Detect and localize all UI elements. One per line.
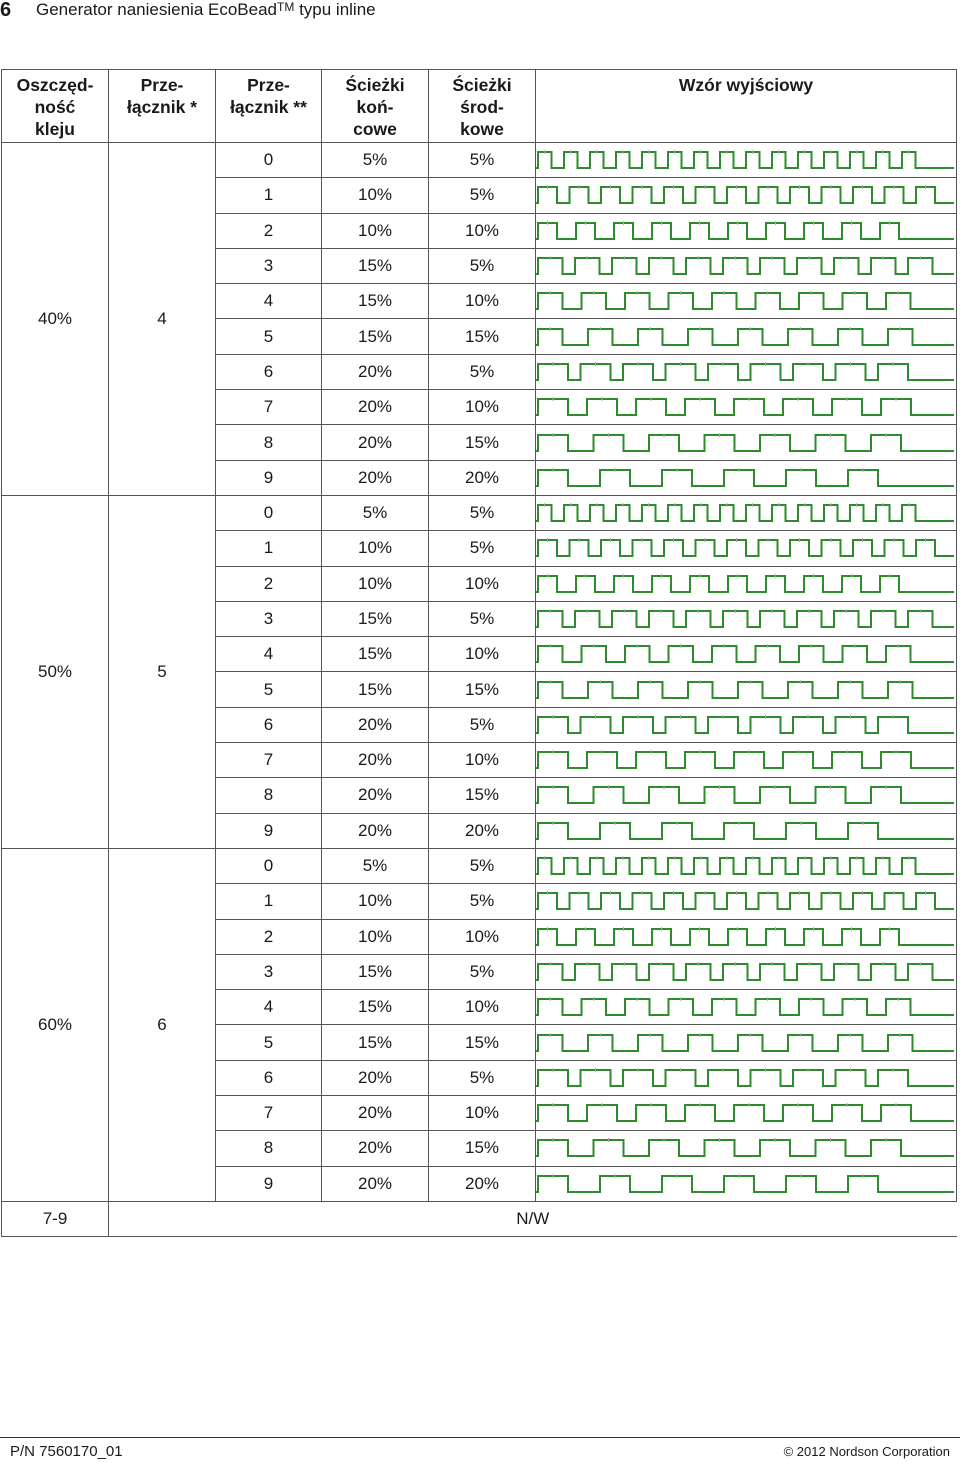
end-paths-cell: 10%	[322, 919, 429, 954]
middle-paths-cell: 5%	[429, 143, 536, 178]
pattern-cell	[536, 778, 957, 813]
output-waveform	[536, 814, 956, 848]
pattern-cell	[536, 284, 957, 319]
end-paths-cell: 5%	[322, 848, 429, 883]
trademark-mark: TM	[277, 0, 295, 14]
pattern-cell	[536, 813, 957, 848]
end-paths-cell: 15%	[322, 990, 429, 1025]
middle-paths-cell: 10%	[429, 743, 536, 778]
pattern-cell	[536, 495, 957, 530]
output-waveform	[536, 743, 956, 777]
middle-paths-cell: 5%	[429, 531, 536, 566]
pattern-cell	[536, 143, 957, 178]
output-waveform	[536, 602, 956, 636]
switch2-cell: 7	[216, 390, 322, 425]
middle-paths-cell: 10%	[429, 390, 536, 425]
middle-paths-cell: 10%	[429, 213, 536, 248]
output-waveform	[536, 990, 956, 1024]
middle-paths-cell: 10%	[429, 284, 536, 319]
pattern-cell	[536, 460, 957, 495]
middle-paths-cell: 5%	[429, 354, 536, 389]
pattern-cell	[536, 390, 957, 425]
end-paths-cell: 20%	[322, 1131, 429, 1166]
switch2-cell: 8	[216, 778, 322, 813]
output-waveform	[536, 214, 956, 248]
middle-paths-cell: 10%	[429, 566, 536, 601]
table-row	[2, 143, 957, 178]
part-number: P/N 7560170_01	[10, 1443, 123, 1460]
middle-paths-cell: 10%	[429, 919, 536, 954]
middle-paths-cell: 5%	[429, 954, 536, 989]
pattern-cell	[536, 531, 957, 566]
switch2-cell: 0	[216, 848, 322, 883]
end-paths-cell: 20%	[322, 460, 429, 495]
switch2-cell: 9	[216, 460, 322, 495]
switch2-cell: 8	[216, 425, 322, 460]
end-paths-cell: 10%	[322, 213, 429, 248]
output-waveform	[536, 1167, 956, 1201]
switch1-cell: 5	[109, 495, 216, 848]
output-waveform	[536, 284, 956, 318]
end-paths-cell: 20%	[322, 743, 429, 778]
glue-savings-cell: 40%	[2, 143, 109, 496]
end-paths-cell: 15%	[322, 672, 429, 707]
footer-divider	[0, 1437, 960, 1438]
middle-paths-cell: 5%	[429, 495, 536, 530]
middle-paths-cell: 5%	[429, 1060, 536, 1095]
switch2-cell: 6	[216, 354, 322, 389]
page-title	[36, 0, 376, 20]
output-waveform	[536, 496, 956, 530]
header-glue-savings: Oszczęd- ność kleju	[2, 70, 109, 143]
pattern-cell	[536, 1060, 957, 1095]
end-paths-cell: 20%	[322, 707, 429, 742]
end-paths-cell: 15%	[322, 319, 429, 354]
switch2-cell: 4	[216, 637, 322, 672]
pattern-cell	[536, 743, 957, 778]
end-paths-cell: 20%	[322, 1166, 429, 1201]
middle-paths-cell: 5%	[429, 848, 536, 883]
pattern-cell	[536, 637, 957, 672]
header-pattern: Wzór wyjściowy	[536, 70, 957, 143]
middle-paths-cell: 20%	[429, 460, 536, 495]
switch2-cell: 3	[216, 601, 322, 636]
pattern-table	[1, 69, 957, 1237]
middle-paths-cell: 15%	[429, 1131, 536, 1166]
end-paths-cell: 20%	[322, 1096, 429, 1131]
end-paths-cell: 15%	[322, 601, 429, 636]
end-paths-cell: 20%	[322, 425, 429, 460]
switch2-cell: 1	[216, 531, 322, 566]
pattern-cell	[536, 601, 957, 636]
end-paths-cell: 20%	[322, 1060, 429, 1095]
middle-paths-cell: 15%	[429, 319, 536, 354]
switch2-cell: 6	[216, 1060, 322, 1095]
glue-savings-cell: 50%	[2, 495, 109, 848]
end-paths-cell: 10%	[322, 178, 429, 213]
switch2-cell: 0	[216, 495, 322, 530]
na-value-cell: N/W	[109, 1201, 957, 1236]
switch2-cell: 9	[216, 813, 322, 848]
middle-paths-cell: 10%	[429, 990, 536, 1025]
output-waveform	[536, 849, 956, 883]
switch2-cell: 5	[216, 1025, 322, 1060]
output-waveform	[536, 673, 956, 707]
middle-paths-cell: 15%	[429, 1025, 536, 1060]
pattern-cell	[536, 1025, 957, 1060]
pattern-cell	[536, 1096, 957, 1131]
end-paths-cell: 15%	[322, 637, 429, 672]
switch2-cell: 5	[216, 319, 322, 354]
pattern-cell	[536, 990, 957, 1025]
switch2-cell: 5	[216, 672, 322, 707]
section-number: 6	[0, 0, 12, 21]
pattern-cell	[536, 566, 957, 601]
middle-paths-cell: 5%	[429, 707, 536, 742]
output-waveform	[536, 637, 956, 671]
middle-paths-cell: 15%	[429, 425, 536, 460]
end-paths-cell: 5%	[322, 143, 429, 178]
copyright: © 2012 Nordson Corporation	[783, 1444, 950, 1459]
end-paths-cell: 15%	[322, 954, 429, 989]
switch2-cell: 7	[216, 1096, 322, 1131]
end-paths-cell: 10%	[322, 884, 429, 919]
switch2-cell: 1	[216, 884, 322, 919]
output-waveform	[536, 461, 956, 495]
pattern-cell	[536, 848, 957, 883]
output-waveform	[536, 355, 956, 389]
output-waveform	[536, 426, 956, 460]
pattern-cell	[536, 248, 957, 283]
output-waveform	[536, 1026, 956, 1060]
end-paths-cell: 5%	[322, 495, 429, 530]
end-paths-cell: 10%	[322, 531, 429, 566]
output-waveform	[536, 390, 956, 424]
switch2-cell: 7	[216, 743, 322, 778]
end-paths-cell: 20%	[322, 813, 429, 848]
glue-savings-cell: 60%	[2, 848, 109, 1201]
output-waveform	[536, 955, 956, 989]
pattern-cell	[536, 213, 957, 248]
output-waveform	[536, 778, 956, 812]
output-waveform	[536, 178, 956, 212]
switch1-cell: 6	[109, 848, 216, 1201]
pattern-cell	[536, 354, 957, 389]
header-switch1: Prze- łącznik *	[109, 70, 216, 143]
pattern-cell	[536, 1131, 957, 1166]
output-waveform	[536, 567, 956, 601]
output-waveform	[536, 1096, 956, 1130]
middle-paths-cell: 10%	[429, 1096, 536, 1131]
na-switch-cell: 7-9	[2, 1201, 109, 1236]
pattern-cell	[536, 954, 957, 989]
switch2-cell: 8	[216, 1131, 322, 1166]
header-switch2: Prze- łącznik **	[216, 70, 322, 143]
pattern-cell	[536, 425, 957, 460]
output-waveform	[536, 708, 956, 742]
title-text: Generator naniesienia EcoBead	[36, 0, 277, 19]
middle-paths-cell: 15%	[429, 778, 536, 813]
middle-paths-cell: 5%	[429, 601, 536, 636]
middle-paths-cell: 5%	[429, 884, 536, 919]
pattern-cell	[536, 707, 957, 742]
output-waveform	[536, 1131, 956, 1165]
pattern-cell	[536, 884, 957, 919]
middle-paths-cell: 20%	[429, 813, 536, 848]
middle-paths-cell: 5%	[429, 178, 536, 213]
header-end-paths: Ścieżki koń- cowe	[322, 70, 429, 143]
pattern-cell	[536, 1166, 957, 1201]
table-body	[2, 143, 957, 1237]
end-paths-cell: 20%	[322, 390, 429, 425]
table-row-na	[2, 1201, 957, 1236]
switch2-cell: 0	[216, 143, 322, 178]
table-header-row	[2, 70, 957, 143]
output-waveform	[536, 920, 956, 954]
header-middle-paths: Ścieżki środ- kowe	[429, 70, 536, 143]
end-paths-cell: 20%	[322, 354, 429, 389]
switch2-cell: 3	[216, 954, 322, 989]
switch2-cell: 6	[216, 707, 322, 742]
pattern-cell	[536, 319, 957, 354]
middle-paths-cell: 5%	[429, 248, 536, 283]
switch2-cell: 4	[216, 990, 322, 1025]
output-waveform	[536, 320, 956, 354]
middle-paths-cell: 20%	[429, 1166, 536, 1201]
middle-paths-cell: 15%	[429, 672, 536, 707]
switch2-cell: 3	[216, 248, 322, 283]
table-row	[2, 848, 957, 883]
end-paths-cell: 20%	[322, 778, 429, 813]
end-paths-cell: 15%	[322, 248, 429, 283]
switch1-cell: 4	[109, 143, 216, 496]
switch2-cell: 1	[216, 178, 322, 213]
output-waveform	[536, 531, 956, 565]
switch2-cell: 9	[216, 1166, 322, 1201]
output-waveform	[536, 143, 956, 177]
end-paths-cell: 10%	[322, 566, 429, 601]
output-waveform	[536, 884, 956, 918]
end-paths-cell: 15%	[322, 284, 429, 319]
output-waveform	[536, 249, 956, 283]
pattern-cell	[536, 919, 957, 954]
table-row	[2, 495, 957, 530]
pattern-cell	[536, 178, 957, 213]
switch2-cell: 2	[216, 566, 322, 601]
end-paths-cell: 15%	[322, 1025, 429, 1060]
switch2-cell: 2	[216, 213, 322, 248]
pattern-cell	[536, 672, 957, 707]
switch2-cell: 4	[216, 284, 322, 319]
middle-paths-cell: 10%	[429, 637, 536, 672]
switch2-cell: 2	[216, 919, 322, 954]
output-waveform	[536, 1061, 956, 1095]
page-header	[0, 0, 960, 24]
title-suffix: typu inline	[299, 0, 376, 19]
